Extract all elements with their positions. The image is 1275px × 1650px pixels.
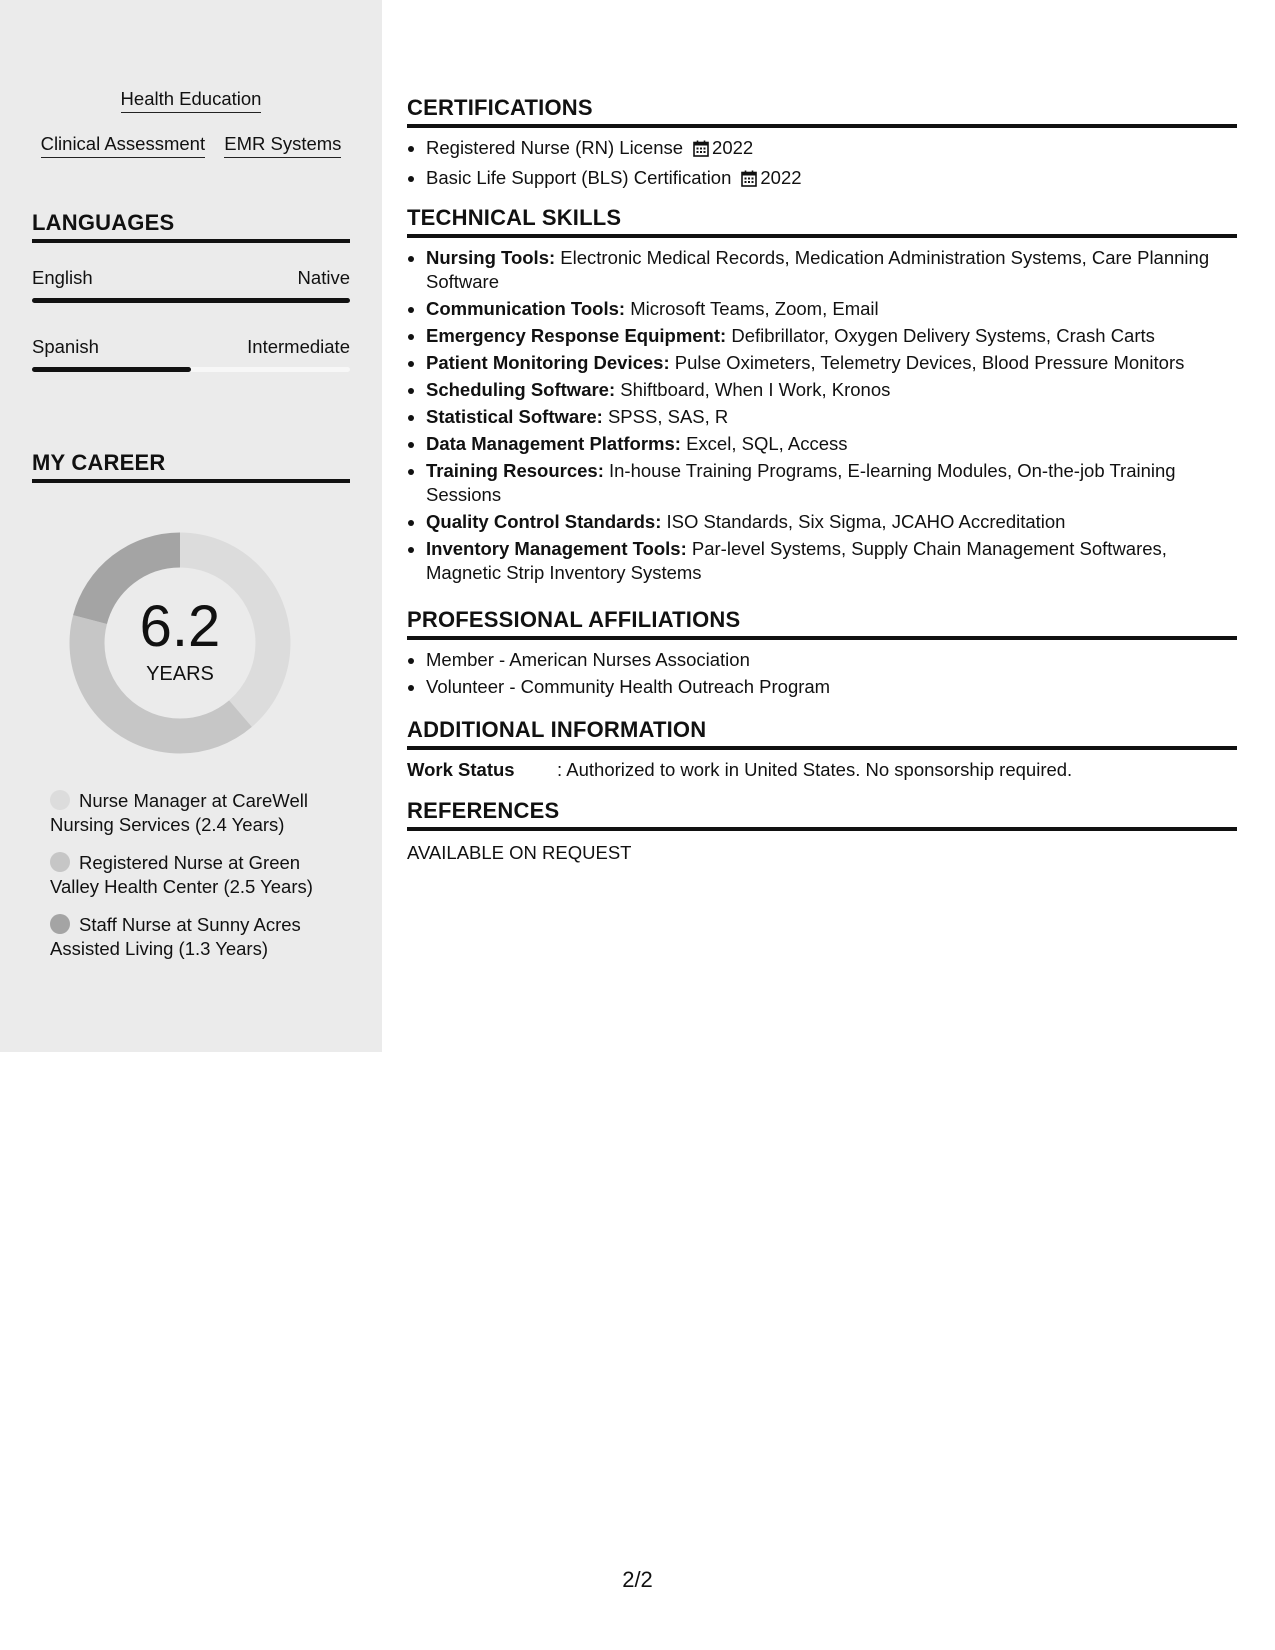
skill-label: Communication Tools: [426, 298, 626, 319]
affiliations-heading: PROFESSIONAL AFFILIATIONS [407, 607, 1237, 640]
technical-skills-heading: TECHNICAL SKILLS [407, 205, 1237, 238]
skill-item [426, 537, 1236, 585]
skill-value: Pulse Oximeters, Telemetry Devices, Blood Pressure Monitors [674, 352, 1185, 373]
language-name: Spanish [32, 336, 99, 357]
skill-item [426, 459, 1236, 507]
career-total-unit: YEARS [146, 663, 214, 685]
skill-item [426, 324, 1236, 348]
skill-item [426, 351, 1236, 375]
language-level: Native [297, 267, 350, 288]
skill-item [426, 432, 1236, 456]
language-proficiency-bar [32, 298, 350, 303]
skill-tag: Health Education [121, 88, 262, 113]
proficiency-fill [32, 367, 191, 372]
additional-info-heading: ADDITIONAL INFORMATION [407, 717, 1237, 750]
career-legend-label: Staff Nurse at Sunny Acres Assisted Living (1.3 Years) [50, 914, 301, 959]
skill-label: Training Resources: [426, 460, 604, 481]
calendar-icon [741, 169, 757, 193]
skill-value: Electronic Medical Records, Medication Administration Systems, Care Planning Software [426, 247, 1210, 292]
calendar-icon [693, 139, 709, 163]
work-status-value: : Authorized to work in United States. No sponsorship required. [557, 759, 1073, 780]
certification-item [426, 136, 1236, 163]
certification-year: 2022 [712, 137, 754, 158]
work-status-label: Work Status [407, 759, 515, 780]
language-name: English [32, 267, 93, 288]
career-total-years: 6.2 [139, 594, 221, 659]
career-legend-label: Registered Nurse at Green Valley Health Center (2.5 Years) [50, 852, 313, 897]
skill-value: Par-level Systems, Supply Chain Management Softwares, Magnetic Strip Inventory Systems [426, 538, 1167, 583]
skill-label: Data Management Platforms: [426, 433, 681, 454]
career-legend-item [50, 851, 325, 899]
affiliation-item: • Volunteer - Community Health Outreach Program [426, 675, 1236, 699]
skill-value: Shiftboard, When I Work, Kronos [620, 379, 891, 400]
skill-value: Defibrillator, Oxygen Delivery Systems, Crash Carts [731, 325, 1155, 346]
page-number: 2/2 [622, 1567, 653, 1592]
career-legend-item [50, 913, 325, 961]
skill-label: Patient Monitoring Devices: [426, 352, 670, 373]
skills-row [0, 133, 382, 158]
skill-label: Emergency Response Equipment: [426, 325, 727, 346]
work-status-row [407, 759, 1237, 781]
career-legend-item [50, 789, 325, 837]
language-row [32, 336, 350, 358]
skill-value: ISO Standards, Six Sigma, JCAHO Accreditation [666, 511, 1066, 532]
skills-row [0, 88, 382, 113]
references-heading: REFERENCES [407, 798, 1237, 831]
languages-heading: LANGUAGES [32, 210, 350, 243]
language-proficiency-bar [32, 367, 350, 372]
skill-label: Statistical Software: [426, 406, 603, 427]
language-level: Intermediate [247, 336, 350, 357]
skill-tag: EMR Systems [224, 133, 341, 158]
affiliation-item: • Member - American Nurses Association [426, 648, 1236, 672]
skill-value: Microsoft Teams, Zoom, Email [630, 298, 879, 319]
skill-label: Inventory Management Tools: [426, 538, 687, 559]
references-text: AVAILABLE ON REQUEST [407, 842, 632, 863]
legend-dot [50, 914, 70, 934]
legend-dot [50, 852, 70, 872]
skill-item [426, 378, 1236, 402]
technical-skills-list [407, 246, 1236, 588]
skill-value: SPSS, SAS, R [607, 406, 729, 427]
affiliations-list [407, 648, 1236, 702]
skill-label: Scheduling Software: [426, 379, 616, 400]
skill-item [426, 246, 1236, 294]
certifications-list [407, 136, 1236, 196]
skill-value: In-house Training Programs, E-learning Modules, On-the-job Training Sessions [426, 460, 1176, 505]
certification-name: Registered Nurse (RN) License [426, 137, 684, 158]
certification-name: Basic Life Support (BLS) Certification [426, 167, 732, 188]
certification-item [426, 166, 1236, 193]
proficiency-fill [32, 298, 350, 303]
skill-item [426, 510, 1236, 534]
skill-label: Quality Control Standards: [426, 511, 662, 532]
certifications-heading: CERTIFICATIONS [407, 95, 1237, 128]
sidebar [0, 0, 382, 1052]
skill-tag: Clinical Assessment [41, 133, 206, 158]
skill-item [426, 297, 1236, 321]
career-legend-label: Nurse Manager at CareWell Nursing Services (2.4 Years) [50, 790, 308, 835]
skill-label: Nursing Tools: [426, 247, 556, 268]
language-row [32, 267, 350, 289]
career-heading: MY CAREER [32, 450, 350, 483]
legend-dot [50, 790, 70, 810]
certification-year: 2022 [760, 167, 802, 188]
skill-item [426, 405, 1236, 429]
skill-value: Excel, SQL, Access [686, 433, 848, 454]
